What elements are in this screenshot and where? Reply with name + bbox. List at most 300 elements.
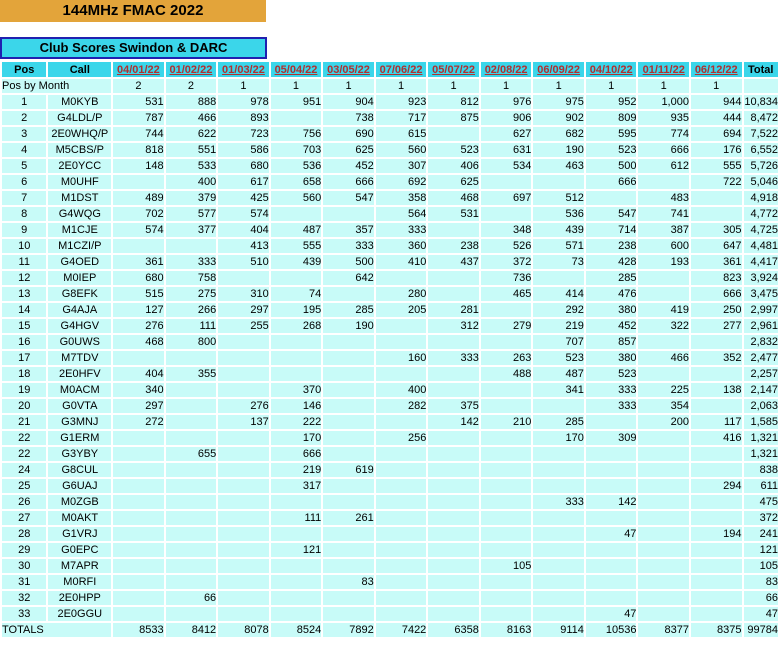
score-cell: 357 (323, 223, 374, 237)
table-row (2, 447, 778, 461)
score-cell (323, 207, 374, 221)
column-header-month-link[interactable]: 01/11/22 (638, 62, 689, 77)
table-row (2, 399, 778, 413)
callsign-cell: M0AKT (48, 511, 111, 525)
total-cell: 5,726 (744, 159, 779, 173)
callsign-cell: M1CZI/P (48, 239, 111, 253)
score-cell (533, 271, 584, 285)
score-cell: 694 (691, 127, 742, 141)
score-cell: 439 (271, 255, 322, 269)
score-cell: 380 (586, 351, 637, 365)
score-cell: 190 (323, 319, 374, 333)
score-cell: 666 (638, 143, 689, 157)
score-cell (113, 511, 164, 525)
score-cell (586, 191, 637, 205)
score-cell: 647 (691, 239, 742, 253)
score-cell (376, 607, 427, 621)
column-header-month-link[interactable]: 04/01/22 (113, 62, 164, 77)
score-cell: 361 (691, 255, 742, 269)
score-cell: 631 (481, 143, 532, 157)
score-cell: 142 (586, 495, 637, 509)
column-header-month-link[interactable]: 02/08/22 (481, 62, 532, 77)
grand-total-cell: 99784 (744, 623, 779, 637)
score-cell: 127 (113, 303, 164, 317)
score-cell: 400 (166, 175, 217, 189)
score-cell: 523 (586, 367, 637, 381)
score-cell: 285 (323, 303, 374, 317)
score-cell (428, 527, 479, 541)
score-cell: 703 (271, 143, 322, 157)
table-row (2, 383, 778, 397)
position-cell: 13 (2, 287, 46, 301)
pos-by-month-value: 1 (428, 79, 479, 93)
callsign-cell: G8EFK (48, 287, 111, 301)
score-cell (481, 335, 532, 349)
score-cell: 622 (166, 127, 217, 141)
total-cell: 5,046 (744, 175, 779, 189)
score-cell: 526 (481, 239, 532, 253)
score-cell (218, 447, 269, 461)
score-cell: 875 (428, 111, 479, 125)
total-cell: 372 (744, 511, 779, 525)
score-cell (271, 607, 322, 621)
score-cell (323, 559, 374, 573)
score-cell (271, 271, 322, 285)
score-cell (113, 463, 164, 477)
column-header-month-link[interactable]: 04/10/22 (586, 62, 637, 77)
score-cell: 148 (113, 159, 164, 173)
callsign-cell: G4OED (48, 255, 111, 269)
score-cell: 312 (428, 319, 479, 333)
table-row (2, 271, 778, 285)
table-row (2, 559, 778, 573)
score-cell: 466 (166, 111, 217, 125)
score-cell: 571 (533, 239, 584, 253)
score-cell: 560 (271, 191, 322, 205)
score-cell: 533 (166, 159, 217, 173)
position-cell: 18 (2, 367, 46, 381)
score-cell: 400 (376, 383, 427, 397)
score-cell (428, 367, 479, 381)
score-cell: 292 (533, 303, 584, 317)
score-cell (481, 175, 532, 189)
score-cell (481, 495, 532, 509)
score-cell: 857 (586, 335, 637, 349)
score-cell: 615 (376, 127, 427, 141)
score-cell: 468 (428, 191, 479, 205)
score-cell (586, 559, 637, 573)
score-cell (323, 447, 374, 461)
score-cell (166, 559, 217, 573)
table-row (2, 191, 778, 205)
score-cell (638, 447, 689, 461)
score-cell (691, 399, 742, 413)
score-cell: 138 (691, 383, 742, 397)
score-cell: 487 (533, 367, 584, 381)
score-cell: 375 (428, 399, 479, 413)
score-cell (481, 399, 532, 413)
score-cell: 935 (638, 111, 689, 125)
score-cell: 944 (691, 95, 742, 109)
score-cell: 333 (428, 351, 479, 365)
score-cell: 285 (586, 271, 637, 285)
score-cell (166, 399, 217, 413)
score-cell (166, 239, 217, 253)
position-cell: 12 (2, 271, 46, 285)
score-cell (481, 479, 532, 493)
score-cell (166, 607, 217, 621)
score-cell: 414 (533, 287, 584, 301)
score-cell: 105 (481, 559, 532, 573)
position-cell: 29 (2, 543, 46, 557)
month-total-cell: 8524 (271, 623, 322, 637)
position-cell: 32 (2, 591, 46, 605)
score-cell (376, 271, 427, 285)
score-cell: 333 (166, 255, 217, 269)
score-cell: 707 (533, 335, 584, 349)
score-cell: 756 (271, 127, 322, 141)
position-cell: 2 (2, 111, 46, 125)
score-cell: 655 (166, 447, 217, 461)
score-cell (586, 591, 637, 605)
score-cell (638, 543, 689, 557)
score-cell: 261 (323, 511, 374, 525)
score-cell: 83 (323, 575, 374, 589)
score-cell: 617 (218, 175, 269, 189)
score-cell: 425 (218, 191, 269, 205)
score-cell (376, 543, 427, 557)
score-cell (376, 575, 427, 589)
score-cell (586, 511, 637, 525)
pos-by-month-value: 1 (218, 79, 269, 93)
score-cell (166, 463, 217, 477)
callsign-cell: M7TDV (48, 351, 111, 365)
score-cell: 333 (586, 399, 637, 413)
score-cell (691, 511, 742, 525)
callsign-cell: 2E0HPP (48, 591, 111, 605)
callsign-cell: 2E0YCC (48, 159, 111, 173)
score-cell: 463 (533, 159, 584, 173)
total-cell: 838 (744, 463, 779, 477)
score-cell: 194 (691, 527, 742, 541)
total-cell: 4,918 (744, 191, 779, 205)
score-cell: 812 (428, 95, 479, 109)
table-row (2, 463, 778, 477)
table-row (2, 607, 778, 621)
month-total-cell: 7422 (376, 623, 427, 637)
total-cell: 3,924 (744, 271, 779, 285)
score-cell (271, 207, 322, 221)
score-cell: 574 (113, 223, 164, 237)
score-cell: 697 (481, 191, 532, 205)
column-header-month-link[interactable]: 07/06/22 (376, 62, 427, 77)
column-header-month-link[interactable]: 05/07/22 (428, 62, 479, 77)
score-cell (323, 367, 374, 381)
score-cell (376, 319, 427, 333)
score-cell: 500 (586, 159, 637, 173)
score-cell: 406 (428, 159, 479, 173)
score-cell: 404 (218, 223, 269, 237)
total-cell: 47 (744, 607, 779, 621)
score-cell (428, 463, 479, 477)
score-cell (481, 447, 532, 461)
score-cell: 111 (271, 511, 322, 525)
score-cell: 723 (218, 127, 269, 141)
month-total-cell: 6358 (428, 623, 479, 637)
score-cell: 380 (586, 303, 637, 317)
score-cell: 787 (113, 111, 164, 125)
callsign-cell: M1CJE (48, 223, 111, 237)
position-cell: 16 (2, 335, 46, 349)
score-cell (323, 351, 374, 365)
score-cell (218, 335, 269, 349)
callsign-cell: G6UAJ (48, 479, 111, 493)
score-cell (323, 479, 374, 493)
score-cell (323, 527, 374, 541)
score-cell: 282 (376, 399, 427, 413)
score-cell (638, 271, 689, 285)
totals-row (2, 623, 778, 637)
column-header-month-link[interactable]: 03/05/22 (323, 62, 374, 77)
position-cell: 30 (2, 559, 46, 573)
score-cell: 547 (323, 191, 374, 205)
score-cell: 275 (166, 287, 217, 301)
score-cell: 536 (271, 159, 322, 173)
score-cell: 354 (638, 399, 689, 413)
score-cell (481, 431, 532, 445)
score-cell: 976 (481, 95, 532, 109)
score-cell: 73 (533, 255, 584, 269)
score-cell: 466 (638, 351, 689, 365)
total-cell: 1,585 (744, 415, 779, 429)
score-cell: 823 (691, 271, 742, 285)
score-cell: 595 (586, 127, 637, 141)
score-cell: 439 (533, 223, 584, 237)
score-cell: 176 (691, 143, 742, 157)
score-cell (481, 607, 532, 621)
score-cell: 309 (586, 431, 637, 445)
score-cell: 333 (533, 495, 584, 509)
score-cell: 238 (428, 239, 479, 253)
score-cell: 702 (113, 207, 164, 221)
score-cell: 160 (376, 351, 427, 365)
callsign-cell: M7APR (48, 559, 111, 573)
pos-by-month-label: Pos by Month (2, 79, 111, 93)
score-cell (533, 559, 584, 573)
score-cell (271, 527, 322, 541)
table-row (2, 111, 778, 125)
table-row (2, 415, 778, 429)
score-cell (428, 607, 479, 621)
score-cell (271, 559, 322, 573)
position-cell: 4 (2, 143, 46, 157)
score-cell (691, 335, 742, 349)
score-cell (533, 479, 584, 493)
score-cell: 488 (481, 367, 532, 381)
total-cell: 611 (744, 479, 779, 493)
score-cell: 893 (218, 111, 269, 125)
score-cell (638, 175, 689, 189)
score-cell (113, 495, 164, 509)
score-cell (481, 383, 532, 397)
table-body (2, 79, 778, 637)
total-cell: 7,522 (744, 127, 779, 141)
score-cell (428, 543, 479, 557)
score-cell (323, 591, 374, 605)
table-row (2, 527, 778, 541)
score-cell (271, 351, 322, 365)
score-cell: 523 (428, 143, 479, 157)
score-cell: 317 (271, 479, 322, 493)
score-cell (691, 447, 742, 461)
score-cell: 74 (271, 287, 322, 301)
score-cell: 560 (376, 143, 427, 157)
score-cell (638, 367, 689, 381)
scores-table (0, 60, 780, 639)
score-cell (691, 575, 742, 589)
score-cell (638, 527, 689, 541)
total-cell: 2,477 (744, 351, 779, 365)
total-cell: 4,772 (744, 207, 779, 221)
position-cell: 5 (2, 159, 46, 173)
callsign-cell: M0ACM (48, 383, 111, 397)
score-cell (428, 335, 479, 349)
score-cell: 355 (166, 367, 217, 381)
score-cell: 205 (376, 303, 427, 317)
column-header-month-link[interactable]: 01/03/22 (218, 62, 269, 77)
score-cell (113, 479, 164, 493)
total-cell: 2,832 (744, 335, 779, 349)
score-cell (323, 287, 374, 301)
score-cell (166, 415, 217, 429)
score-cell (428, 511, 479, 525)
score-cell (533, 511, 584, 525)
score-cell (218, 591, 269, 605)
total-cell: 3,475 (744, 287, 779, 301)
score-cell (376, 559, 427, 573)
callsign-cell: G0EPC (48, 543, 111, 557)
table-row (2, 303, 778, 317)
score-cell (586, 415, 637, 429)
score-cell: 680 (113, 271, 164, 285)
score-cell: 510 (218, 255, 269, 269)
table-row (2, 127, 778, 141)
score-cell (638, 607, 689, 621)
score-cell: 255 (218, 319, 269, 333)
position-cell: 14 (2, 303, 46, 317)
score-cell: 555 (691, 159, 742, 173)
score-cell: 307 (376, 159, 427, 173)
score-cell (533, 447, 584, 461)
score-cell (638, 559, 689, 573)
position-cell: 7 (2, 191, 46, 205)
table-row (2, 287, 778, 301)
score-cell: 170 (271, 431, 322, 445)
score-cell: 294 (691, 479, 742, 493)
score-cell (271, 367, 322, 381)
score-cell (638, 495, 689, 509)
callsign-cell: 2E0WHQ/P (48, 127, 111, 141)
score-cell (638, 431, 689, 445)
score-cell (638, 335, 689, 349)
score-cell (533, 175, 584, 189)
score-cell (113, 447, 164, 461)
total-cell: 105 (744, 559, 779, 573)
score-cell: 512 (533, 191, 584, 205)
score-cell (638, 511, 689, 525)
position-cell: 3 (2, 127, 46, 141)
score-cell (218, 495, 269, 509)
score-cell: 360 (376, 239, 427, 253)
score-cell (271, 111, 322, 125)
column-header-month-link[interactable]: 01/02/22 (166, 62, 217, 77)
score-cell: 333 (376, 223, 427, 237)
total-cell: 8,472 (744, 111, 779, 125)
score-cell: 452 (586, 319, 637, 333)
month-total-cell: 8375 (691, 623, 742, 637)
table-row (2, 159, 778, 173)
table-row (2, 543, 778, 557)
score-cell (218, 559, 269, 573)
score-cell: 297 (218, 303, 269, 317)
score-cell: 483 (638, 191, 689, 205)
score-cell: 717 (376, 111, 427, 125)
score-cell: 361 (113, 255, 164, 269)
column-header-month-link[interactable]: 06/09/22 (533, 62, 584, 77)
total-cell: 2,961 (744, 319, 779, 333)
table-row (2, 495, 778, 509)
score-cell (218, 575, 269, 589)
score-cell (323, 399, 374, 413)
score-cell: 276 (113, 319, 164, 333)
score-cell: 487 (271, 223, 322, 237)
score-cell (533, 575, 584, 589)
callsign-cell: G1ERM (48, 431, 111, 445)
score-cell (113, 431, 164, 445)
score-cell (638, 575, 689, 589)
score-cell: 523 (533, 351, 584, 365)
score-cell (218, 511, 269, 525)
score-cell (586, 463, 637, 477)
callsign-cell: G8CUL (48, 463, 111, 477)
score-cell (533, 527, 584, 541)
total-cell: 4,417 (744, 255, 779, 269)
score-cell (166, 575, 217, 589)
score-cell: 574 (218, 207, 269, 221)
position-cell: 25 (2, 479, 46, 493)
score-cell (376, 591, 427, 605)
score-cell (428, 559, 479, 573)
score-cell: 428 (586, 255, 637, 269)
score-cell (428, 495, 479, 509)
total-cell: 475 (744, 495, 779, 509)
score-cell: 47 (586, 527, 637, 541)
score-cell: 722 (691, 175, 742, 189)
score-cell: 904 (323, 95, 374, 109)
position-cell: 20 (2, 399, 46, 413)
column-header-month-link[interactable]: 05/04/22 (271, 62, 322, 77)
score-cell: 476 (586, 287, 637, 301)
score-cell: 348 (481, 223, 532, 237)
score-cell: 774 (638, 127, 689, 141)
score-cell (428, 383, 479, 397)
score-cell (481, 207, 532, 221)
score-cell (533, 463, 584, 477)
column-header-month-link[interactable]: 06/12/22 (691, 62, 742, 77)
column-header-pos: Pos (2, 62, 46, 77)
score-cell (638, 287, 689, 301)
score-cell: 586 (218, 143, 269, 157)
